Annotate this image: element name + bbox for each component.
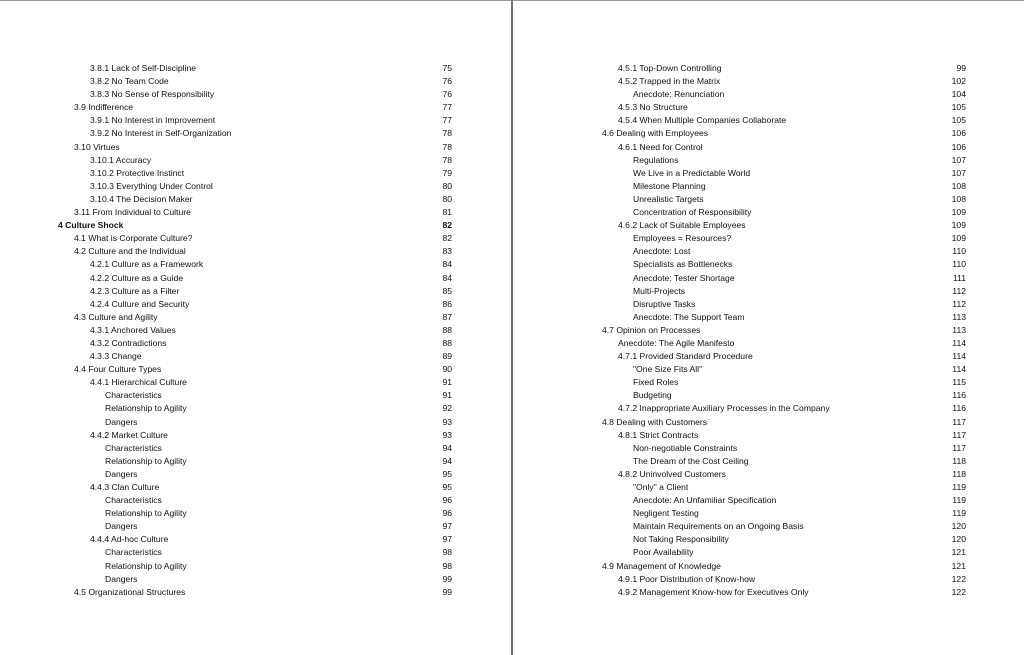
toc-entry-title: 4 Culture Shock	[58, 220, 124, 231]
toc-entry-page-number: 112	[952, 285, 966, 296]
toc-entry[interactable]	[586, 114, 966, 127]
toc-entry-page-number: 121	[951, 560, 966, 571]
toc-entry-title: Disruptive Tasks	[633, 298, 696, 309]
toc-entry[interactable]	[586, 455, 966, 468]
toc-entry-title: 4.4.1 Hierarchical Culture	[90, 377, 187, 388]
toc-entry-page-number: 116	[952, 403, 966, 414]
toc-entry-title: Unrealistic Targets	[633, 193, 704, 204]
toc-entry-title: 4.6 Dealing with Employees	[602, 128, 709, 139]
toc-entry-page-number: 105	[951, 115, 966, 126]
toc-entry[interactable]	[58, 429, 452, 442]
toc-entry[interactable]	[586, 167, 966, 180]
toc-entry-page-number: 85	[442, 285, 452, 296]
toc-entry[interactable]	[58, 88, 452, 101]
toc-entry-page-number: 95	[442, 468, 452, 479]
toc-entry-title: The Dream of the Cost Ceiling	[633, 455, 749, 466]
toc-entry[interactable]	[586, 337, 966, 350]
toc-entry-title: Negligent Testing	[633, 508, 699, 519]
toc-entry[interactable]	[586, 507, 966, 520]
toc-entry-title: 3.9.2 No Interest in Self-Organization	[90, 128, 232, 139]
toc-entry-title: 3.8.2 No Team Code	[90, 76, 169, 87]
toc-entry-title: 4.3.3 Change	[90, 351, 142, 362]
toc-entry[interactable]	[586, 88, 966, 101]
toc-entry-page-number: 119	[952, 495, 966, 506]
toc-entry-title: 4.5.3 No Structure	[618, 102, 688, 113]
toc-entry[interactable]	[58, 573, 452, 586]
toc-entry-title: 4.9.2 Management Know-how for Executives Only	[618, 586, 809, 597]
toc-entry[interactable]	[58, 298, 452, 311]
toc-entry[interactable]	[586, 363, 966, 376]
toc-entry-page-number: 75	[442, 63, 452, 73]
toc-entry-title: 4.3 Culture and Agility	[74, 311, 158, 322]
toc-entry-page-number: 82	[442, 233, 452, 244]
toc-entry[interactable]	[586, 206, 966, 219]
toc-entry[interactable]	[586, 311, 966, 324]
toc-entry-page-number: 116	[952, 390, 966, 401]
toc-entry-page-number: 109	[951, 220, 966, 231]
toc-entry-page-number: 78	[442, 128, 452, 139]
toc-entry-title: "One Size Fits All"	[633, 364, 703, 375]
toc-entry-title: Relationship to Agility	[105, 455, 187, 466]
toc-entry-title: Anecdote: The Agile Manifesto	[618, 337, 735, 348]
toc-entry-page-number: 86	[442, 298, 452, 309]
toc-entry[interactable]	[58, 141, 452, 154]
toc-entry-title: 4.2.3 Culture as a Filter	[90, 285, 180, 296]
toc-entry-page-number: 115	[952, 377, 966, 388]
toc-entry-page-number: 82	[442, 220, 452, 231]
toc-entry-page-number: 121	[951, 547, 966, 558]
toc-entry-page-number: 78	[442, 141, 452, 152]
toc-entry-title: 4.4.2 Market Culture	[90, 429, 168, 440]
toc-entry-page-number: 112	[952, 298, 966, 309]
toc-entry-page-number: 109	[951, 207, 966, 218]
toc-entry-title: Multi-Projects	[633, 285, 686, 296]
toc-entry-title: 4.9 Management of Knowledge	[602, 560, 721, 571]
toc-entry-page-number: 117	[952, 442, 966, 453]
toc-entry[interactable]	[586, 232, 966, 245]
toc-entry-page-number: 120	[951, 534, 966, 545]
toc-entry[interactable]	[586, 272, 966, 285]
toc-entry-page-number: 122	[951, 586, 966, 597]
toc-entry-page-number: 99	[442, 573, 452, 584]
toc-entry-page-number: 113	[952, 311, 966, 322]
toc-entry-title: 4.9.1 Poor Distribution of Know-how	[618, 573, 756, 584]
toc-entry[interactable]	[58, 402, 452, 415]
toc-entry-title: 4.4.3 Clan Culture	[90, 482, 160, 492]
toc-entry-page-number: 119	[952, 482, 966, 492]
toc-entry-page-number: 87	[442, 311, 452, 322]
toc-entry-page-number: 81	[442, 207, 452, 218]
toc-entry[interactable]	[58, 586, 452, 599]
toc-entry-title: 4.8.2 Uninvolved Customers	[618, 468, 726, 479]
toc-entry[interactable]	[58, 560, 452, 573]
toc-entry[interactable]	[586, 442, 966, 455]
toc-entry-title: Dangers	[105, 573, 138, 584]
toc-entry[interactable]	[58, 245, 452, 258]
toc-entry-title: 4.7 Opinion on Processes	[602, 324, 701, 335]
toc-entry-title: "Only" a Client	[633, 482, 689, 492]
toc-entry-title: Anecdote: Tester Shortage	[633, 272, 735, 283]
toc-entry-page-number: 118	[952, 468, 966, 479]
toc-entry-title: 3.10.1 Accuracy	[90, 154, 152, 165]
toc-entry-title: 4.3.2 Contradictions	[90, 337, 167, 348]
toc-entry-title: Characteristics	[105, 495, 162, 506]
toc-entry-page-number: 93	[442, 416, 452, 427]
toc-entry-title: 4.5 Organizational Structures	[74, 586, 186, 597]
toc-entry[interactable]	[58, 154, 452, 167]
toc-entry-page-number: 92	[442, 403, 452, 414]
toc-entry-page-number: 122	[951, 573, 966, 584]
toc-entry[interactable]	[58, 272, 452, 285]
toc-entry-title: Dangers	[105, 416, 138, 427]
toc-entry-page-number: 98	[442, 560, 452, 571]
toc-entry-title: Regulations	[633, 154, 679, 165]
toc-entry-title: 3.10.4 The Decision Maker	[90, 193, 193, 204]
right-page-toc	[586, 62, 966, 599]
toc-entry[interactable]	[58, 520, 452, 533]
toc-entry-title: 3.11 From Individual to Culture	[74, 207, 191, 218]
toc-entry-title: 4.4.4 Ad-hoc Culture	[90, 534, 169, 545]
toc-entry-page-number: 79	[442, 167, 452, 178]
toc-entry[interactable]	[586, 350, 966, 363]
toc-entry-page-number: 107	[951, 154, 966, 165]
toc-entry-page-number: 117	[952, 429, 966, 440]
toc-entry-title: Anecdote: The Support Team	[633, 311, 745, 322]
toc-entry[interactable]	[586, 546, 966, 559]
toc-entry-page-number: 104	[951, 89, 966, 100]
toc-entry-title: Relationship to Agility	[105, 403, 187, 414]
toc-entry-title: Concentration of Responsibility	[633, 207, 752, 218]
toc-entry-title: 3.10.2 Protective Instinct	[90, 167, 185, 178]
toc-entry-title: 4.7.2 Inappropriate Auxiliary Processes in the Company	[618, 403, 830, 414]
toc-entry[interactable]	[58, 258, 452, 271]
toc-entry-title: Relationship to Agility	[105, 508, 187, 519]
toc-entry[interactable]	[58, 324, 452, 337]
toc-entry[interactable]	[58, 350, 452, 363]
toc-entry-page-number: 114	[952, 337, 966, 348]
toc-entry-title: Non-negotiable Constraints	[633, 442, 738, 453]
toc-entry-title: 4.5.2 Trapped in the Matrix	[618, 76, 721, 87]
toc-entry-title: 3.9 Indifference	[74, 102, 134, 113]
toc-entry-page-number: 84	[442, 259, 452, 270]
toc-entry-page-number: 99	[442, 586, 452, 597]
toc-entry-page-number: 80	[442, 193, 452, 204]
toc-entry-page-number: 96	[442, 495, 452, 506]
toc-entry-title: Characteristics	[105, 547, 162, 558]
toc-entry-page-number: 110	[952, 259, 966, 270]
toc-entry-page-number: 108	[951, 180, 966, 191]
toc-entry[interactable]	[586, 141, 966, 154]
toc-entry[interactable]	[586, 376, 966, 389]
toc-entry-page-number: 94	[442, 442, 452, 453]
toc-entry-title: Anecdote: Lost	[633, 246, 691, 257]
toc-entry[interactable]	[586, 127, 966, 140]
toc-entry[interactable]	[58, 193, 452, 206]
toc-entry[interactable]	[586, 298, 966, 311]
toc-entry[interactable]	[586, 429, 966, 442]
toc-entry[interactable]	[586, 219, 966, 232]
toc-entry-title: 4.6.1 Need for Control	[618, 141, 703, 152]
toc-entry[interactable]	[586, 389, 966, 402]
toc-entry-title: 4.7.1 Provided Standard Procedure	[618, 351, 753, 362]
toc-entry-title: Budgeting	[633, 390, 672, 401]
toc-entry-page-number: 91	[442, 390, 452, 401]
toc-entry-title: Characteristics	[105, 442, 162, 453]
toc-entry-title: 4.3.1 Anchored Values	[90, 324, 176, 335]
toc-entry[interactable]	[58, 232, 452, 245]
page-gutter-divider	[511, 0, 513, 655]
toc-entry[interactable]	[58, 114, 452, 127]
toc-entry-page-number: 97	[442, 521, 452, 532]
toc-entry-title: 3.8.3 No Sense of Responsibility	[90, 89, 215, 100]
toc-entry[interactable]	[58, 455, 452, 468]
toc-entry-page-number: 109	[951, 233, 966, 244]
toc-entry[interactable]	[586, 245, 966, 258]
toc-entry-title: 4.4 Four Culture Types	[74, 364, 162, 375]
toc-entry-page-number: 106	[951, 128, 966, 139]
toc-entry-page-number: 107	[951, 167, 966, 178]
toc-entry-title: Relationship to Agility	[105, 560, 187, 571]
toc-entry[interactable]	[586, 193, 966, 206]
toc-entry-title: Employees = Resources?	[633, 233, 732, 244]
toc-entry[interactable]	[586, 258, 966, 271]
toc-entry-title: 3.10 Virtues	[74, 141, 120, 152]
toc-entry-page-number: 88	[442, 337, 452, 348]
toc-entry-page-number: 76	[442, 76, 452, 87]
toc-entry[interactable]	[58, 363, 452, 376]
toc-entry[interactable]	[58, 285, 452, 298]
toc-entry[interactable]	[58, 75, 452, 88]
toc-entry-title: Anecdote: An Unfamiliar Specification	[633, 495, 777, 506]
toc-entry[interactable]	[586, 468, 966, 481]
toc-entry-title: Characteristics	[105, 390, 162, 401]
toc-entry-page-number: 76	[442, 89, 452, 100]
toc-entry[interactable]	[58, 494, 452, 507]
toc-entry-title: Fixed Roles	[633, 377, 679, 388]
toc-entry-title: 4.8 Dealing with Customers	[602, 416, 708, 427]
toc-entry[interactable]	[586, 560, 966, 573]
toc-entry-page-number: 108	[951, 193, 966, 204]
toc-entry[interactable]	[586, 285, 966, 298]
toc-entry[interactable]	[586, 533, 966, 546]
toc-entry-page-number: 84	[442, 272, 452, 283]
toc-entry-page-number: 96	[442, 508, 452, 519]
toc-entry-page-number: 106	[951, 141, 966, 152]
toc-entry[interactable]	[58, 219, 452, 232]
toc-entry-page-number: 97	[442, 534, 452, 545]
toc-entry-page-number: 98	[442, 547, 452, 558]
toc-entry[interactable]	[586, 180, 966, 193]
toc-entry-page-number: 111	[952, 272, 966, 283]
toc-entry-title: 4.6.2 Lack of Suitable Employees	[618, 220, 746, 231]
toc-entry[interactable]	[58, 311, 452, 324]
toc-entry-page-number: 94	[442, 455, 452, 466]
toc-entry[interactable]	[58, 546, 452, 559]
toc-entry-page-number: 117	[952, 416, 966, 427]
toc-entry-page-number: 89	[442, 351, 452, 362]
toc-entry-title: 3.9.1 No Interest in Improvement	[90, 115, 216, 126]
toc-entry-page-number: 118	[952, 455, 966, 466]
toc-entry-title: Milestone Planning	[633, 180, 706, 191]
toc-entry[interactable]	[586, 586, 966, 599]
toc-entry[interactable]	[586, 324, 966, 337]
toc-entry[interactable]	[58, 62, 452, 75]
toc-entry[interactable]	[58, 389, 452, 402]
toc-entry[interactable]	[58, 507, 452, 520]
toc-entry-title: Dangers	[105, 468, 138, 479]
toc-entry[interactable]	[586, 62, 966, 75]
toc-entry-page-number: 80	[442, 180, 452, 191]
toc-entry-page-number: 90	[442, 364, 452, 375]
toc-entry[interactable]	[58, 442, 452, 455]
toc-entry-title: 4.2.2 Culture as a Guide	[90, 272, 184, 283]
toc-entry-title: We Live in a Predictable World	[633, 167, 751, 178]
toc-entry-title: Specialists as Bottlenecks	[633, 259, 733, 270]
toc-entry[interactable]	[586, 154, 966, 167]
toc-entry-title: 4.1 What is Corporate Culture?	[74, 233, 193, 244]
toc-entry[interactable]	[58, 416, 452, 429]
toc-entry-title: 4.2.1 Culture as a Framework	[90, 259, 204, 270]
toc-entry-title: 3.10.3 Everything Under Control	[90, 180, 213, 191]
toc-entry-title: 3.8.1 Lack of Self-Discipline	[90, 63, 197, 73]
left-page-toc	[58, 62, 452, 599]
toc-entry-page-number: 110	[952, 246, 966, 257]
toc-entry-title: 4.2.4 Culture and Security	[90, 298, 190, 309]
toc-entry-page-number: 119	[952, 508, 966, 519]
toc-entry-page-number: 77	[442, 102, 452, 113]
toc-entry[interactable]	[586, 402, 966, 415]
toc-entry[interactable]	[586, 481, 966, 494]
toc-entry[interactable]	[586, 416, 966, 429]
toc-entry-page-number: 114	[952, 364, 966, 375]
toc-entry-page-number: 91	[442, 377, 452, 388]
toc-entry-title: 4.5.1 Top-Down Controlling	[618, 63, 722, 73]
toc-entry-title: Anecdote: Renunciation	[633, 89, 725, 100]
toc-entry-title: Maintain Requirements on an Ongoing Basis	[633, 521, 804, 532]
toc-entry[interactable]	[58, 533, 452, 546]
toc-entry-page-number: 78	[442, 154, 452, 165]
toc-entry-page-number: 120	[951, 521, 966, 532]
toc-entry[interactable]	[58, 337, 452, 350]
toc-entry[interactable]	[58, 376, 452, 389]
toc-entry-title: Dangers	[105, 521, 138, 532]
toc-entry-page-number: 95	[442, 482, 452, 492]
toc-entry[interactable]	[586, 101, 966, 114]
toc-entry[interactable]	[586, 520, 966, 533]
toc-entry-page-number: 113	[952, 324, 966, 335]
toc-entry-title: 4.8.1 Strict Contracts	[618, 429, 699, 440]
toc-entry[interactable]	[586, 494, 966, 507]
toc-entry-page-number: 114	[952, 351, 966, 362]
toc-entry-page-number: 93	[442, 429, 452, 440]
toc-entry[interactable]	[58, 127, 452, 140]
toc-entry-page-number: 83	[442, 246, 452, 257]
toc-entry-title: Poor Availability	[633, 547, 694, 558]
toc-entry[interactable]	[586, 573, 966, 586]
toc-entry[interactable]	[58, 206, 452, 219]
toc-entry-title: 4.2 Culture and the Individual	[74, 246, 186, 257]
toc-entry-page-number: 99	[956, 63, 966, 73]
toc-entry-page-number: 88	[442, 324, 452, 335]
toc-entry-page-number: 105	[951, 102, 966, 113]
toc-entry-page-number: 102	[951, 76, 966, 87]
toc-entry[interactable]	[58, 468, 452, 481]
toc-entry[interactable]	[58, 167, 452, 180]
toc-entry-title: 4.5.4 When Multiple Companies Collaborate	[618, 115, 787, 126]
toc-entry-title: Not Taking Responsibility	[633, 534, 729, 545]
toc-entry[interactable]	[58, 101, 452, 114]
toc-entry-page-number: 77	[442, 115, 452, 126]
toc-entry[interactable]	[586, 75, 966, 88]
toc-entry[interactable]	[58, 481, 452, 494]
toc-entry[interactable]	[58, 180, 452, 193]
